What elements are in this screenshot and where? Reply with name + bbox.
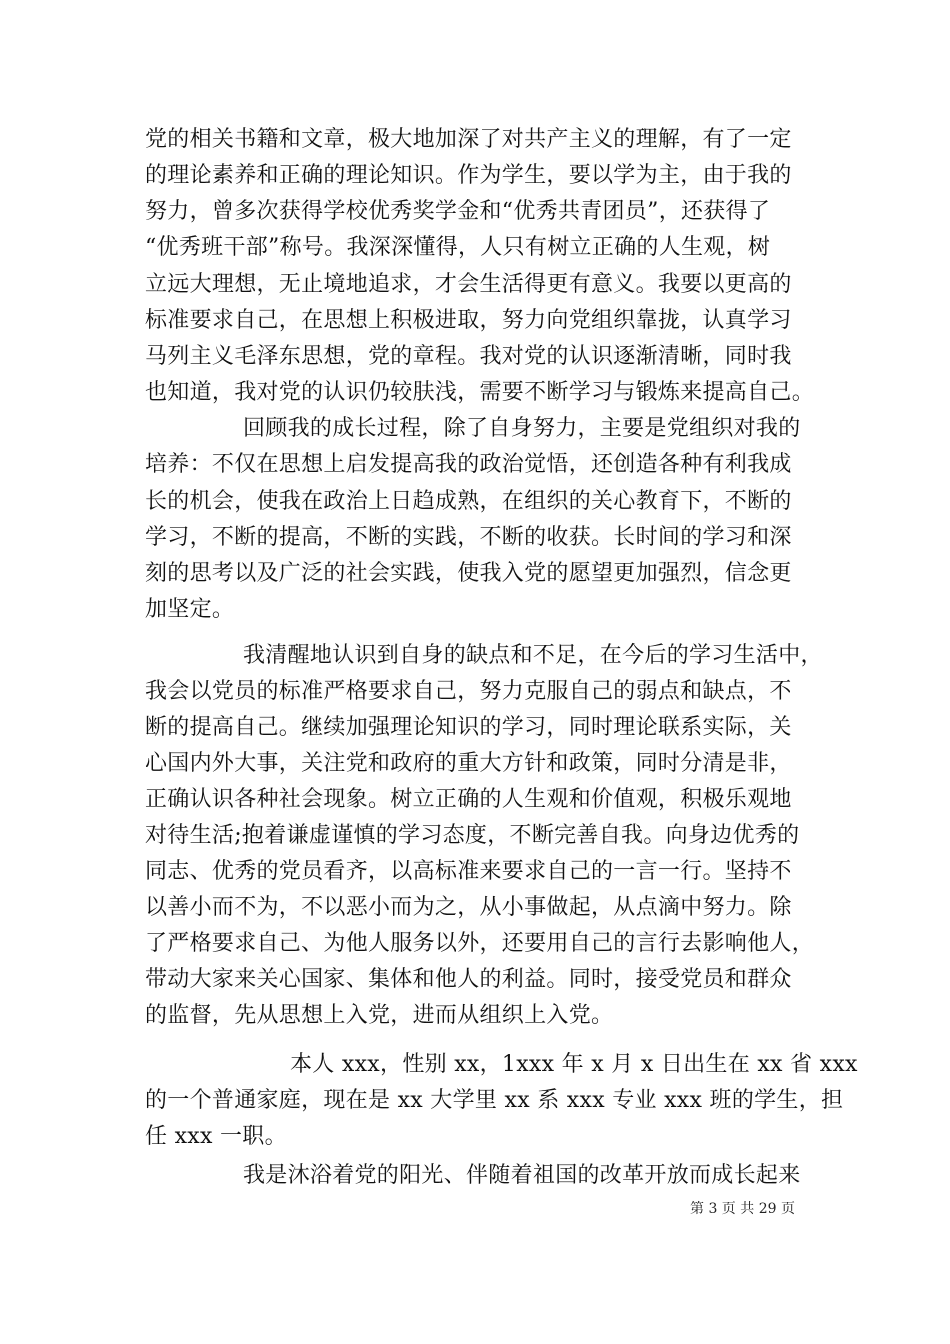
- paragraph-3-line-4: 心国内外大事，关注党和政府的重大方针和政策，同时分清是非，: [145, 751, 792, 776]
- page-number-footer: 第 3 页 共 29 页: [690, 1201, 795, 1217]
- paragraph-3-line-10: 带动大家来关心国家、集体和他人的利益。同时，接受党员和群众: [145, 967, 792, 992]
- paragraph-3-line-9: 了严格要求自己、为他人服务以外，还要用自己的言行去影响他人，: [145, 931, 815, 956]
- paragraph-1-line-8: 也知道，我对党的认识仍较肤浅，需要不断学习与锻炼来提高自己。: [145, 380, 815, 405]
- paragraph-3-line-5: 正确认识各种社会现象。树立正确的人生观和价值观，积极乐观地: [145, 787, 792, 812]
- paragraph-5-line-1: 我是沐浴着党的阳光、伴随着祖国的改革开放而成长起来: [243, 1163, 801, 1188]
- paragraph-2-line-4: 学习，不断的提高，不断的实践，不断的收获。长时间的学习和深: [145, 525, 792, 550]
- paragraph-1-line-3: 努力，曾多次获得学校优秀奖学金和“优秀共青团员”，还获得了: [145, 199, 771, 224]
- paragraph-2-line-6: 加坚定。: [145, 597, 235, 622]
- paragraph-1-line-1: 党的相关书籍和文章，极大地加深了对共产主义的理解，有了一定: [145, 127, 792, 152]
- paragraph-3-line-1: 我清醒地认识到自身的缺点和不足，在今后的学习生活中，: [243, 643, 823, 668]
- paragraph-4-line-3: 任 xxx 一职。: [145, 1124, 287, 1149]
- paragraph-1-line-7: 马列主义毛泽东思想，党的章程。我对党的认识逐渐清晰，同时我: [145, 344, 792, 369]
- paragraph-1-line-5: 立远大理想，无止境地追求，才会生活得更有意义。我要以更高的: [145, 272, 792, 297]
- paragraph-2-line-1: 回顾我的成长过程，除了自身努力，主要是党组织对我的: [243, 416, 801, 441]
- paragraph-4-line-1: 本人 xxx，性别 xx，1xxx 年 x 月 x 日出生在 xx 省 xxx: [290, 1052, 858, 1077]
- paragraph-1-line-6: 标准要求自己，在思想上积极进取，努力向党组织靠拢，认真学习: [145, 308, 792, 333]
- paragraph-2-line-2: 培养：不仅在思想上启发提高我的政治觉悟，还创造各种有利我成: [145, 452, 792, 477]
- paragraph-3-line-8: 以善小而不为，不以恶小而为之，从小事做起，从点滴中努力。除: [145, 895, 792, 920]
- paragraph-4-line-2: 的一个普通家庭，现在是 xx 大学里 xx 系 xxx 专业 xxx 班的学生，担: [145, 1088, 844, 1113]
- paragraph-3-line-7: 同志、优秀的党员看齐，以高标准来要求自己的一言一行。坚持不: [145, 859, 792, 884]
- paragraph-1-line-4: “优秀班干部”称号。我深深懂得，人只有树立正确的人生观，树: [145, 235, 771, 260]
- paragraph-3-line-3: 断的提高自己。继续加强理论知识的学习，同时理论联系实际，关: [145, 715, 792, 740]
- paragraph-2-line-5: 刻的思考以及广泛的社会实践，使我入党的愿望更加强烈，信念更: [145, 561, 792, 586]
- paragraph-1-line-2: 的理论素养和正确的理论知识。作为学生，要以学为主，由于我的: [145, 163, 792, 188]
- paragraph-3-line-11: 的监督，先从思想上入党，进而从组织上入党。: [145, 1003, 614, 1028]
- paragraph-3-line-6: 对待生活;抱着谦虚谨慎的学习态度，不断完善自我。向身边优秀的: [145, 823, 800, 848]
- paragraph-2-line-3: 长的机会，使我在政治上日趋成熟，在组织的关心教育下，不断的: [145, 489, 792, 514]
- paragraph-3-line-2: 我会以党员的标准严格要求自己，努力克服自己的弱点和缺点，不: [145, 679, 792, 704]
